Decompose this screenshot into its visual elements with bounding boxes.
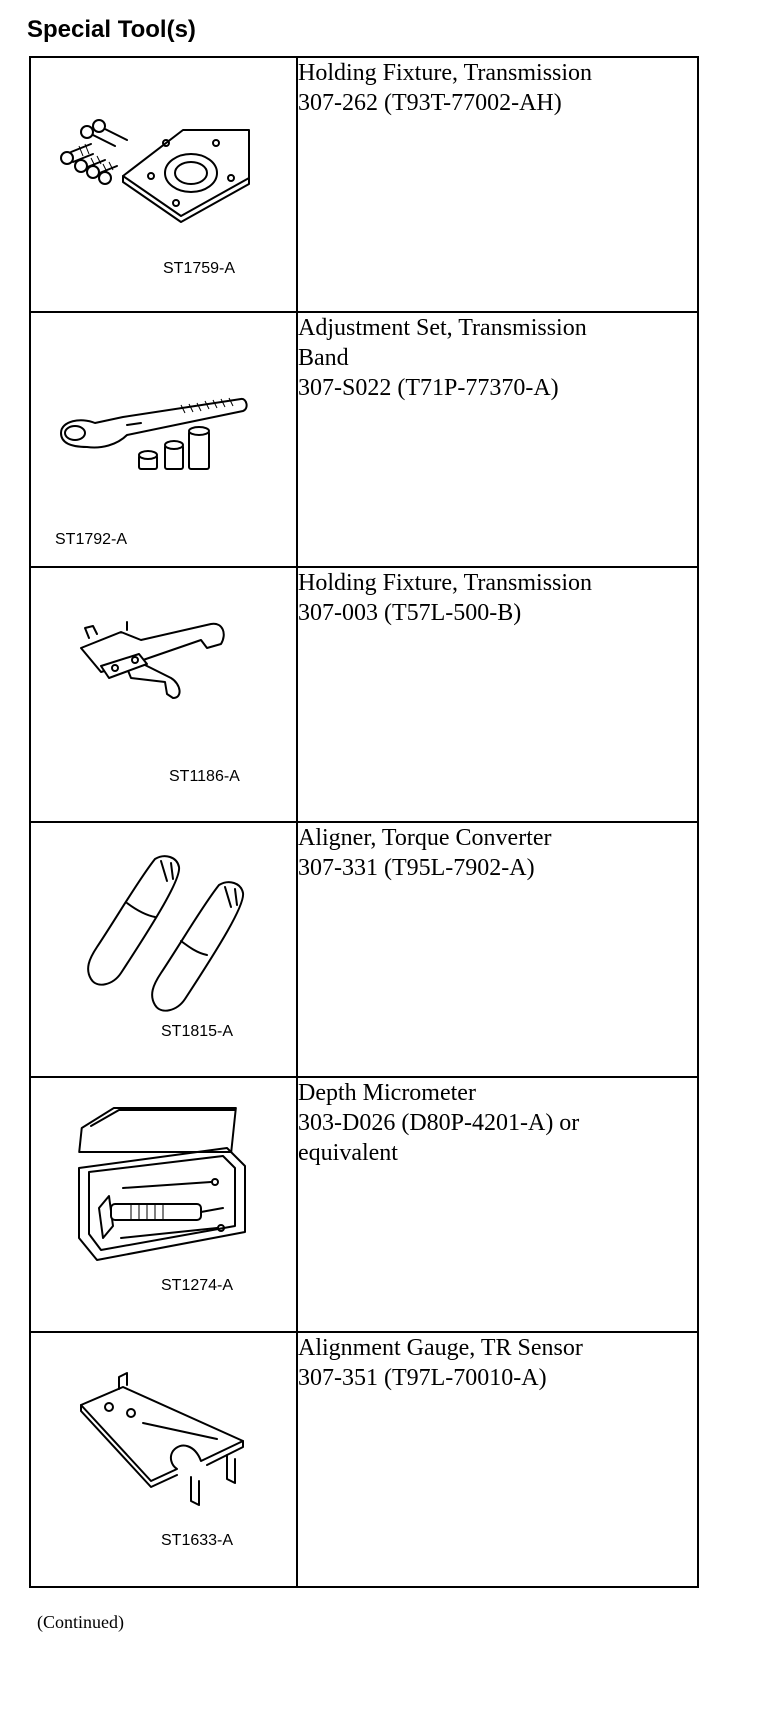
tool-name-continued: Band <box>298 345 349 371</box>
tool-code-label: ST1759-A <box>163 260 236 277</box>
tool-name: Adjustment Set, Transmission <box>298 315 587 341</box>
tool-description <box>297 312 698 567</box>
tool-illustration-cell <box>30 312 297 567</box>
tool-code-label: ST1815-A <box>161 1023 234 1040</box>
tool-name: Holding Fixture, Transmission <box>298 570 593 596</box>
tool-part-number: 307-003 (T57L-500-B) <box>298 600 522 626</box>
tool-row <box>30 312 698 567</box>
tool-part-note: equivalent <box>298 1140 398 1166</box>
tool-description <box>297 57 698 312</box>
tool-illustration-cell <box>30 1332 297 1587</box>
tool-part-number: 307-262 (T93T-77002-AH) <box>298 90 562 116</box>
tool-illustration-cell <box>30 57 297 312</box>
tool-row <box>30 1077 698 1332</box>
page-heading: Special Tool(s) <box>27 16 196 43</box>
tool-row <box>30 567 698 822</box>
tool-illustration-cell <box>30 1077 297 1332</box>
tool-code-label: ST1186-A <box>169 768 240 785</box>
tool-code-label: ST1633-A <box>161 1532 234 1549</box>
band-adjustment-set-illustration <box>31 313 296 566</box>
tool-code-label: ST1792-A <box>55 531 128 548</box>
tool-description <box>297 1332 698 1587</box>
tool-illustration-cell <box>30 822 297 1077</box>
tool-description <box>297 567 698 822</box>
tool-part-number: 307-331 (T95L-7902-A) <box>298 855 535 881</box>
tool-name: Aligner, Torque Converter <box>298 825 552 851</box>
continued-note: (Continued) <box>37 1612 124 1632</box>
tool-name: Alignment Gauge, TR Sensor <box>298 1335 583 1361</box>
tool-part-number: 307-351 (T97L-70010-A) <box>298 1365 547 1391</box>
tool-illustration-cell <box>30 567 297 822</box>
tool-name: Holding Fixture, Transmission <box>298 60 593 86</box>
special-tools-table <box>29 56 699 1588</box>
tool-part-number: 307-S022 (T71P-77370-A) <box>298 375 559 401</box>
tool-row <box>30 1332 698 1587</box>
tool-description <box>297 1077 698 1332</box>
holding-fixture-bracket-illustration <box>31 568 296 821</box>
tool-row <box>30 822 698 1077</box>
tool-row <box>30 57 698 312</box>
tool-code-label: ST1274-A <box>161 1277 234 1294</box>
tool-name: Depth Micrometer <box>298 1080 476 1106</box>
tool-part-number: 303-D026 (D80P-4201-A) or <box>298 1110 580 1136</box>
tool-description <box>297 822 698 1077</box>
